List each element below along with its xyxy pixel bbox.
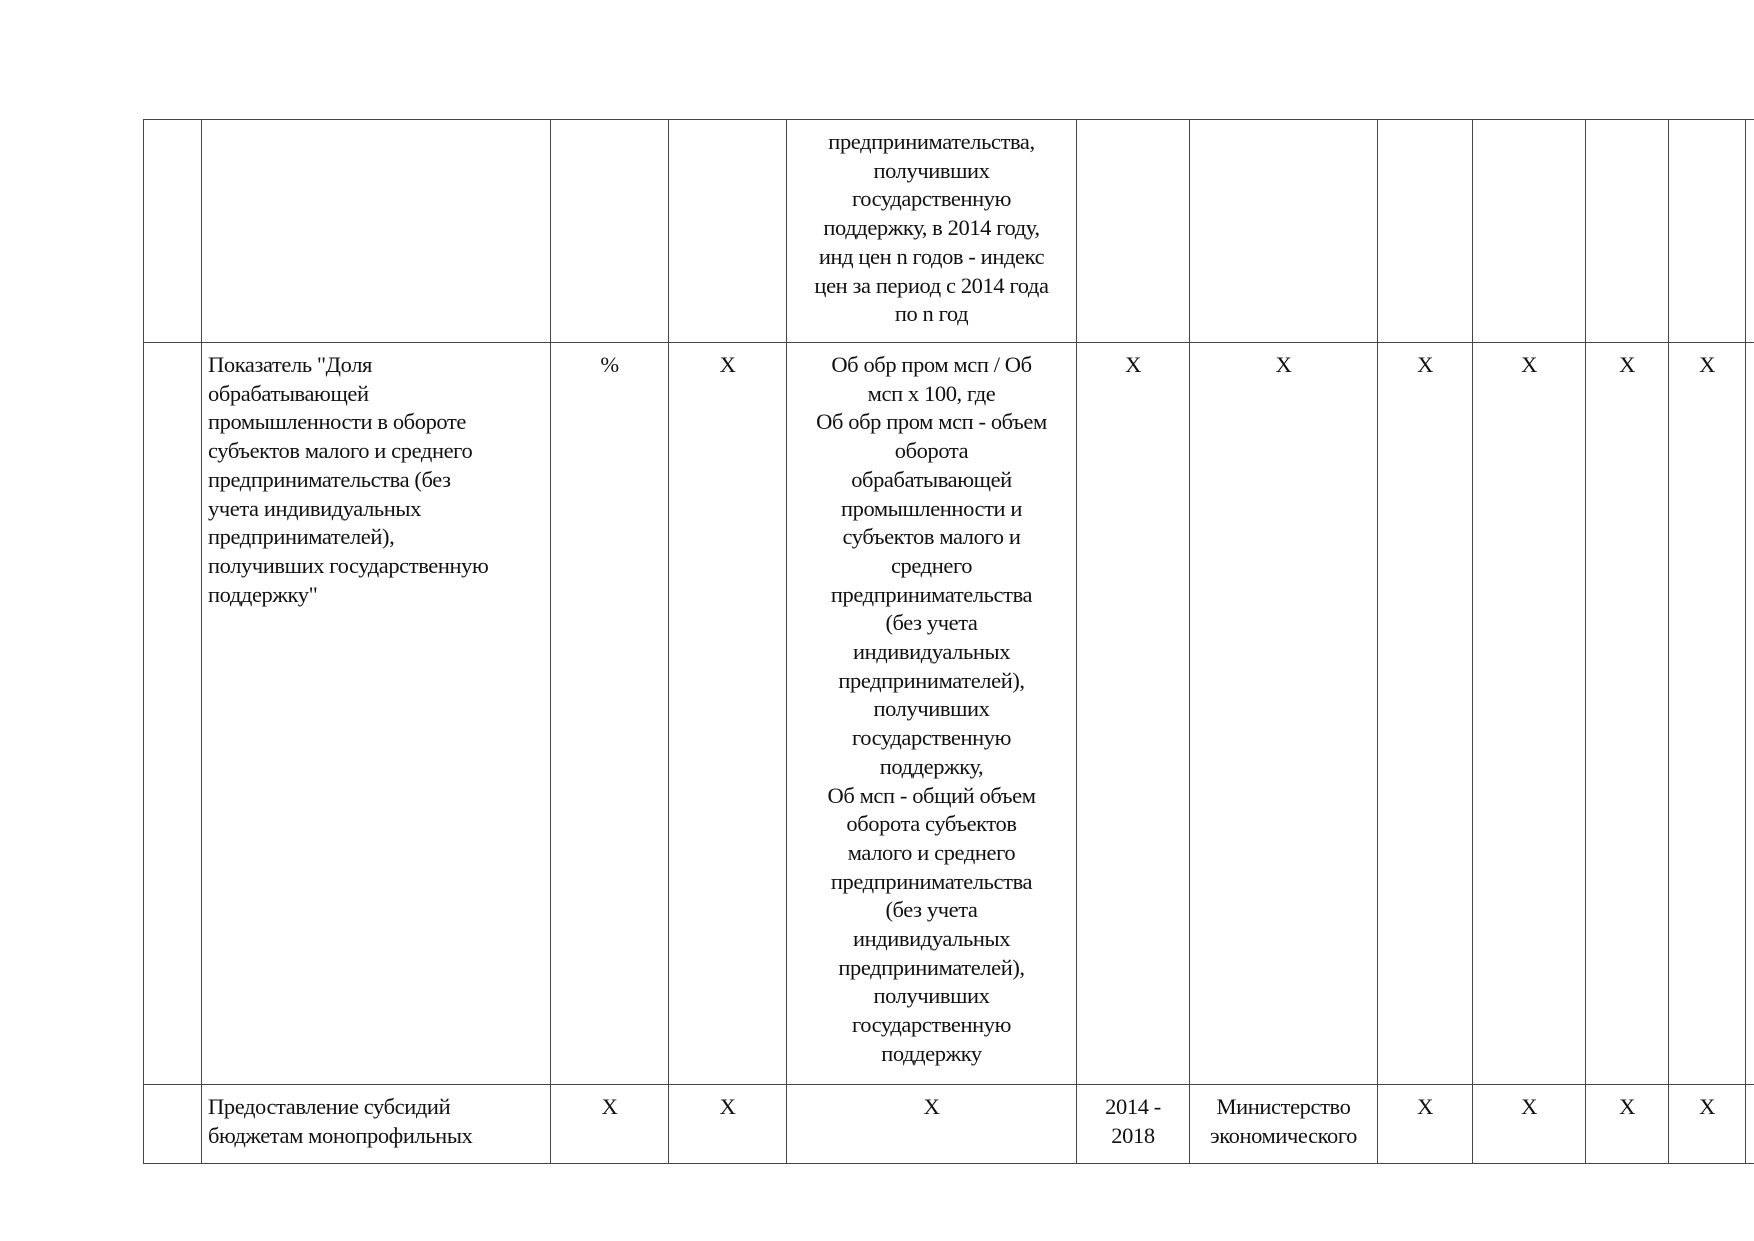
cell-col4: X (669, 343, 787, 1085)
cell-executor: X (1190, 343, 1378, 1085)
cell-col11 (1669, 120, 1746, 343)
cell-executor (1190, 120, 1378, 343)
cell-col9 (1473, 120, 1586, 343)
cell-name: Показатель "Доля обрабатывающей промышленности в обороте субъектов малого и среднего предпринимательства (без учета индивидуальных предпринимателей), получивших государственную поддержку" (202, 343, 551, 1085)
cell-name (202, 120, 551, 343)
cell-unit (551, 120, 669, 343)
cell-col8: X (1378, 343, 1473, 1085)
cell-number (144, 343, 202, 1085)
cell-col9: X (1473, 343, 1586, 1085)
cell-col12 (1746, 120, 1754, 343)
cell-formula: Об обр пром мсп / Об мсп x 100, где Об обр пром мсп - объем оборота обрабатывающей промышленности и субъектов малого и среднего предпринимательства (без учета индивидуальных предпринимателей), получивших государственную поддержку, Об мсп - общий объем оборота субъектов малого и среднего предпринимательства (без учета индивидуальных предпринимателей), получивших государственную поддержку (787, 343, 1077, 1085)
cell-col8 (1378, 120, 1473, 343)
cell-col9: X (1473, 1085, 1586, 1164)
cell-col8: X (1378, 1085, 1473, 1164)
cell-formula: предпринимательства, получивших государственную поддержку, в 2014 году, инд цен n годов - индекс цен за период с 2014 года по n год (787, 120, 1077, 343)
cell-col11: X (1669, 343, 1746, 1085)
cell-executor: Министерство экономического (1190, 1085, 1378, 1164)
cell-formula: X (787, 1085, 1077, 1164)
cell-col10: X (1586, 1085, 1669, 1164)
table-row (144, 1085, 1754, 1164)
cell-number (144, 120, 202, 343)
cell-col4 (669, 120, 787, 343)
cell-period (1077, 120, 1190, 343)
cell-col12 (1746, 343, 1754, 1085)
cell-period: X (1077, 343, 1190, 1085)
table-row (144, 343, 1754, 1085)
cell-period: 2014 - 2018 (1077, 1085, 1190, 1164)
program-table (143, 119, 1754, 1164)
cell-col10: X (1586, 343, 1669, 1085)
cell-col4: X (669, 1085, 787, 1164)
cell-col10 (1586, 120, 1669, 343)
table-row (144, 120, 1754, 343)
cell-col11: X (1669, 1085, 1746, 1164)
cell-col12 (1746, 1085, 1754, 1164)
cell-number (144, 1085, 202, 1164)
cell-unit: % (551, 343, 669, 1085)
cell-name: Предоставление субсидий бюджетам монопрофильных (202, 1085, 551, 1164)
cell-unit: X (551, 1085, 669, 1164)
